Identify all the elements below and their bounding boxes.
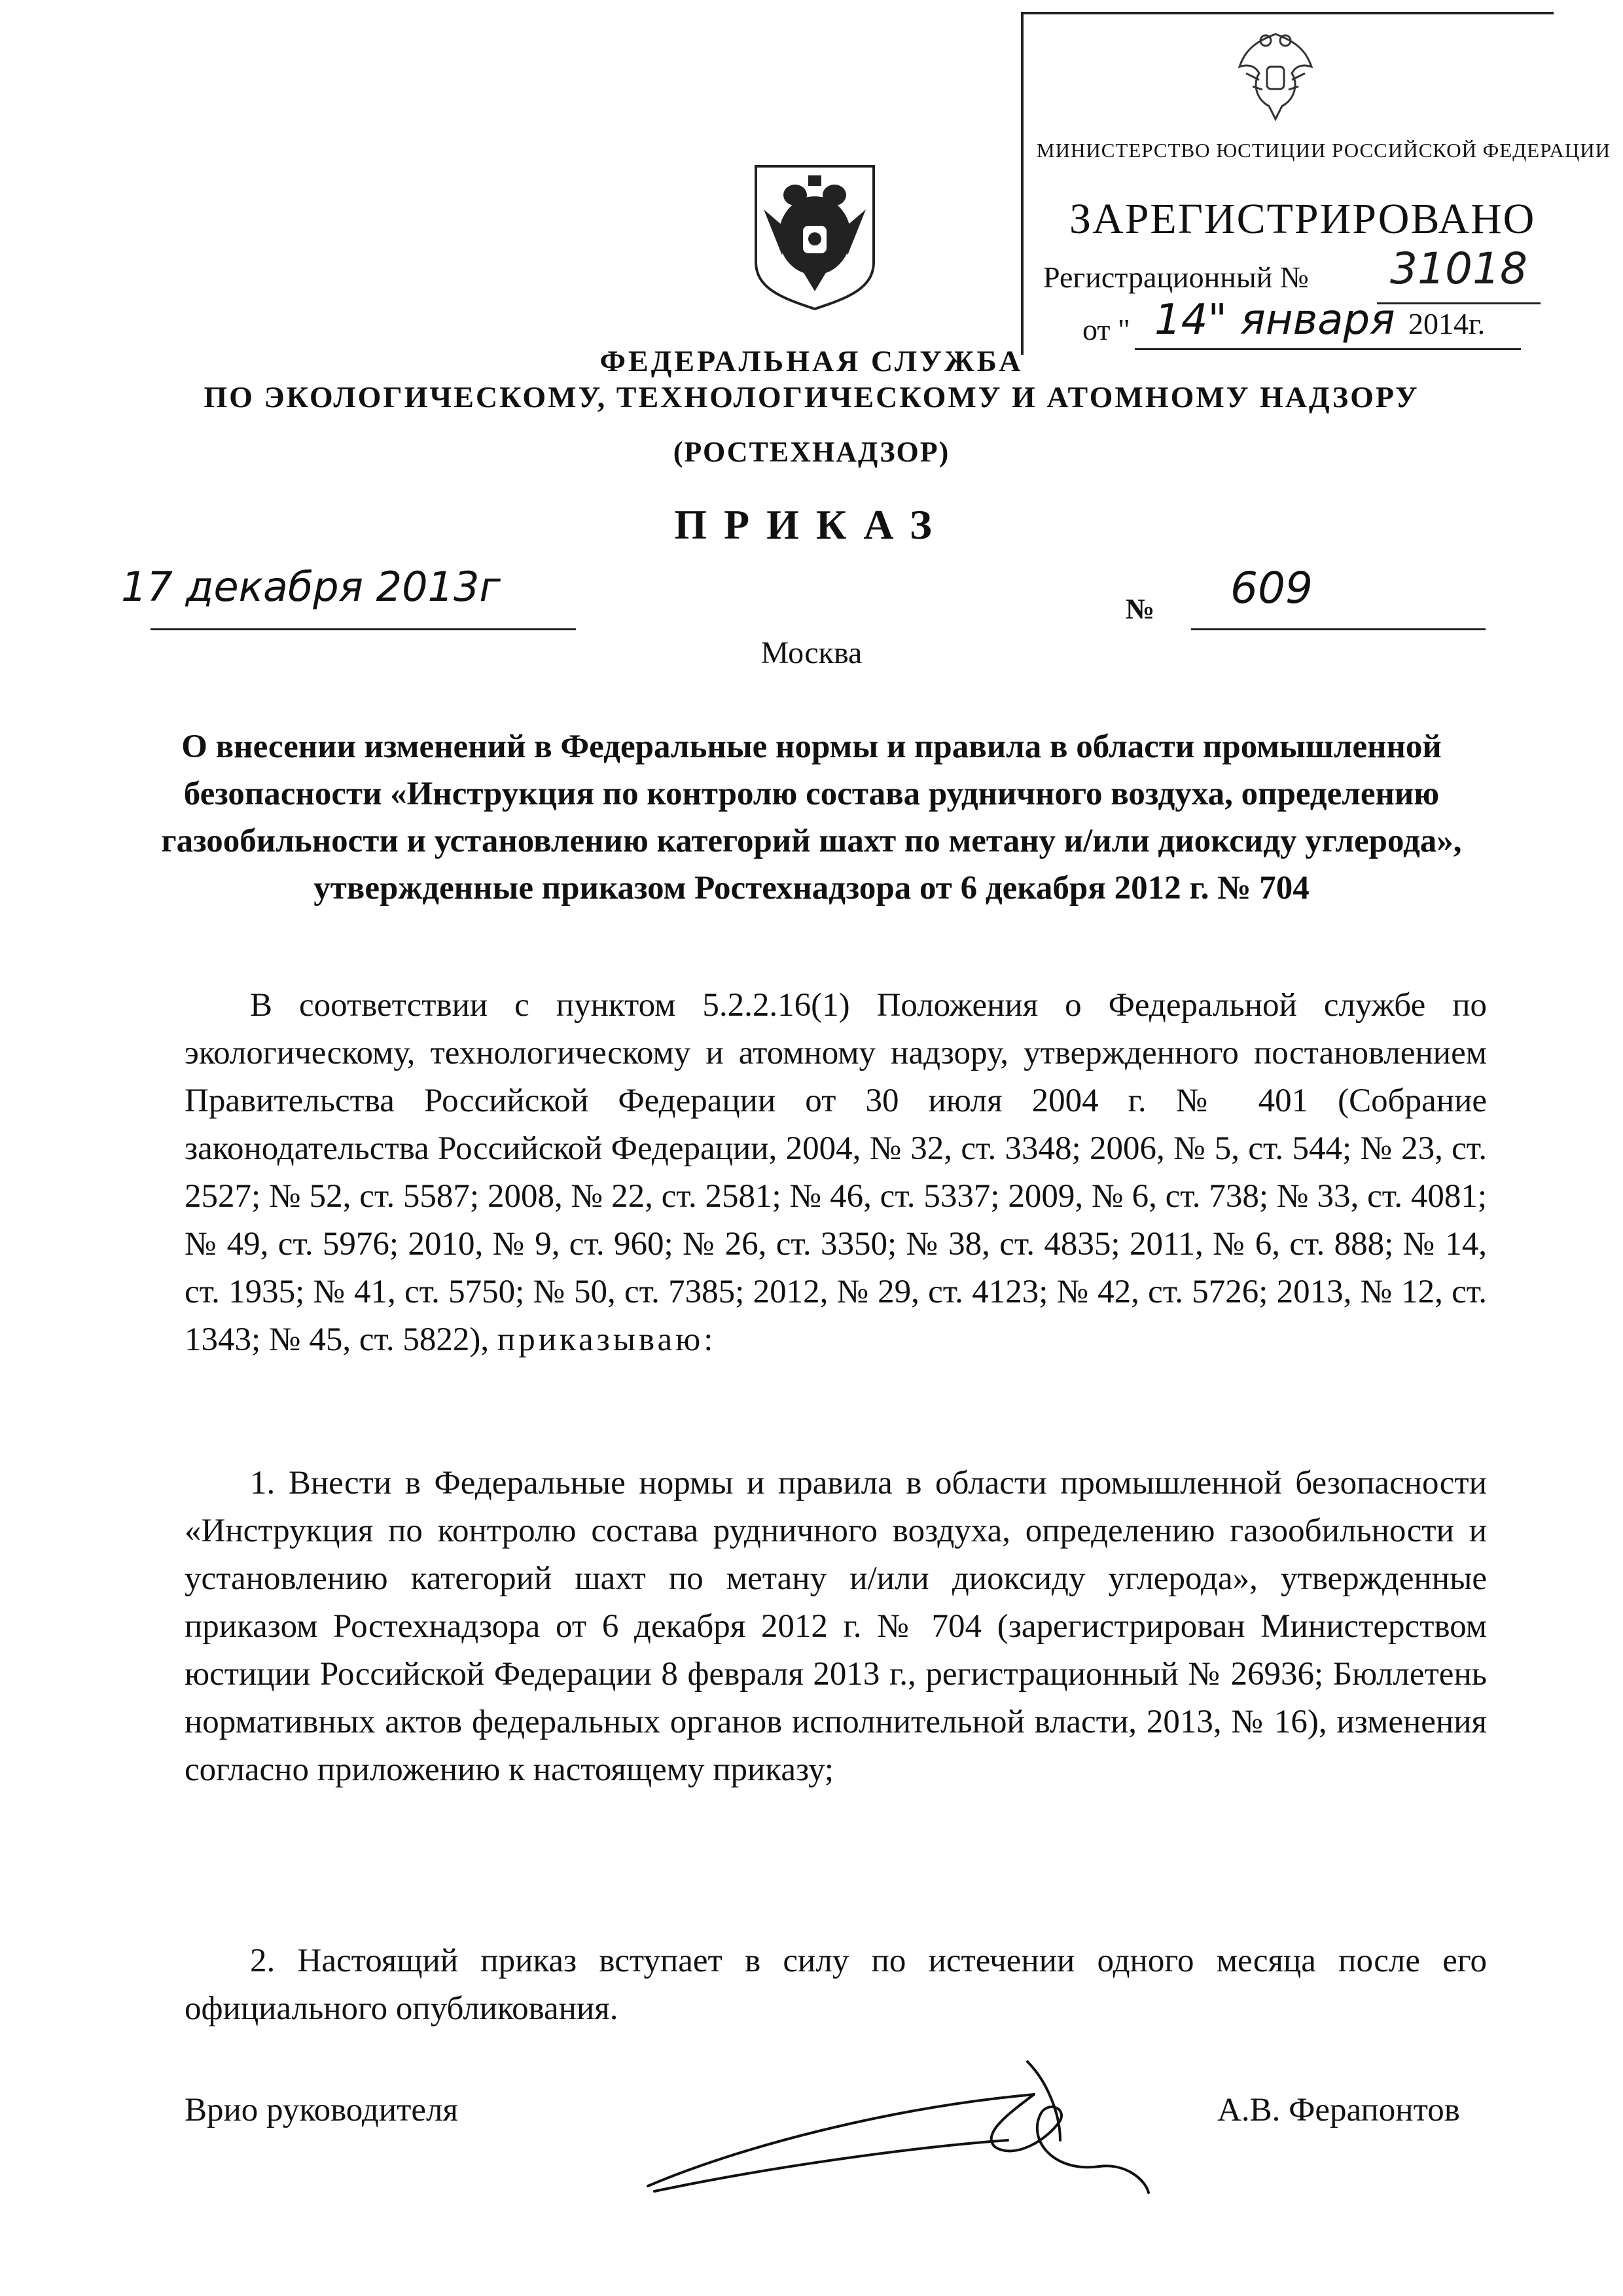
document-type: ПРИКАЗ xyxy=(674,501,949,548)
item-2-paragraph: 2. Настоящий приказ вступает в силу по истечении одного месяца после его официального опубликования. xyxy=(185,1943,1487,2027)
order-number-underline xyxy=(1191,628,1486,630)
agency-short-name: (РОСТЕХНАДЗОР) xyxy=(673,436,950,468)
order-number: 609 xyxy=(1230,563,1313,613)
stamp-date-handwritten: 14" января 2014г. xyxy=(1154,296,1486,344)
handwritten-signature xyxy=(641,2042,1152,2199)
document-title: О внесении изменений в Федеральные нормы и правила в области промышленной безопасности «Инструкция по контролю состава рудничного воздуха, определению газообильности и установлению категорий шахт по метану и/или диоксиду углерода», утвержденные приказом Ростехнадзора от 6 декабря 2012 г. № 704 xyxy=(161,728,1462,906)
registration-stamp xyxy=(1021,12,1611,355)
agency-name-line1: ФЕДЕРАЛЬНАЯ СЛУЖБА xyxy=(599,344,1024,378)
number-sign: № xyxy=(1126,593,1155,625)
stamp-date-prefix: от " xyxy=(1082,313,1130,346)
agency-name-line2: ПО ЭКОЛОГИЧЕСКОМУ, ТЕХНОЛОГИЧЕСКОМУ И АТОМНОМУ НАДЗОРУ xyxy=(204,380,1419,414)
stamp-reg-label: Регистрационный № xyxy=(1043,260,1309,294)
signer-name: А.В. Ферапонтов xyxy=(1217,2092,1460,2128)
eagle-emblem-icon xyxy=(1233,21,1318,126)
order-date-underline xyxy=(151,628,576,630)
city: Москва xyxy=(760,636,863,670)
stamp-reg-number: 31018 xyxy=(1390,243,1527,294)
stamp-status: ЗАРЕГИСТРИРОВАНО xyxy=(1069,195,1536,243)
order-verb: приказываю: xyxy=(497,1321,717,1358)
item-1-paragraph: 1. Внести в Федеральные нормы и правила в области промышленной безопасности «Инструкция по контролю состава рудничного воздуха, определению газообильности и установлению категорий шахт по метану и/или диоксиду углерода», утвержденные приказом Ростехнадзора от 6 декабря 2012 г. № 704 (зарегистрирован Министерством юстиции Российской Федерации 8 февраля 2013 г., регистрационный № 26936; Бюллетень нормативных актов федеральных органов исполнительной власти, 2013, № 16), изменения согласно приложению к настоящему приказу; xyxy=(185,1465,1487,1788)
coat-of-arms-icon xyxy=(751,164,879,311)
signer-position: Врио руководителя xyxy=(185,2092,458,2128)
stamp-ministry: МИНИСТЕРСТВО ЮСТИЦИИ РОССИЙСКОЙ ФЕДЕРАЦИИ xyxy=(1037,139,1611,162)
order-date: 17 декабря 2013г xyxy=(121,563,501,611)
intro-paragraph: В соответствии с пунктом 5.2.2.16(1) Положения о Федеральной службе по экологическому, технологическому и атомному надзору, утвержденного постановлением Правительства Российской Федерации от 30 июля 2004 г. № 401 (Собрание законодательства Российской Федерации, 2004, № 32, ст. 3348; 2006, № 5, ст. 544; № 23, ст. 2527; № 52, ст. 5587; 2008, № 22, ст. 2581; № 46, ст. 5337; 2009, № 6, ст. 738; № 33, ст. 4081; № 49, ст. 5976; 2010, № 9, ст. 960; № 26, ст. 3350; № 38, ст. 4835; 2011, № 6, ст. 888; № 14, ст. 1935; № 41, ст. 5750; № 50, ст. 7385; 2012, № 29, ст. 4123; № 42, ст. 5726; 2013, № 12, ст. 1343; № 45, ст. 5822), приказываю: xyxy=(185,987,1487,1358)
